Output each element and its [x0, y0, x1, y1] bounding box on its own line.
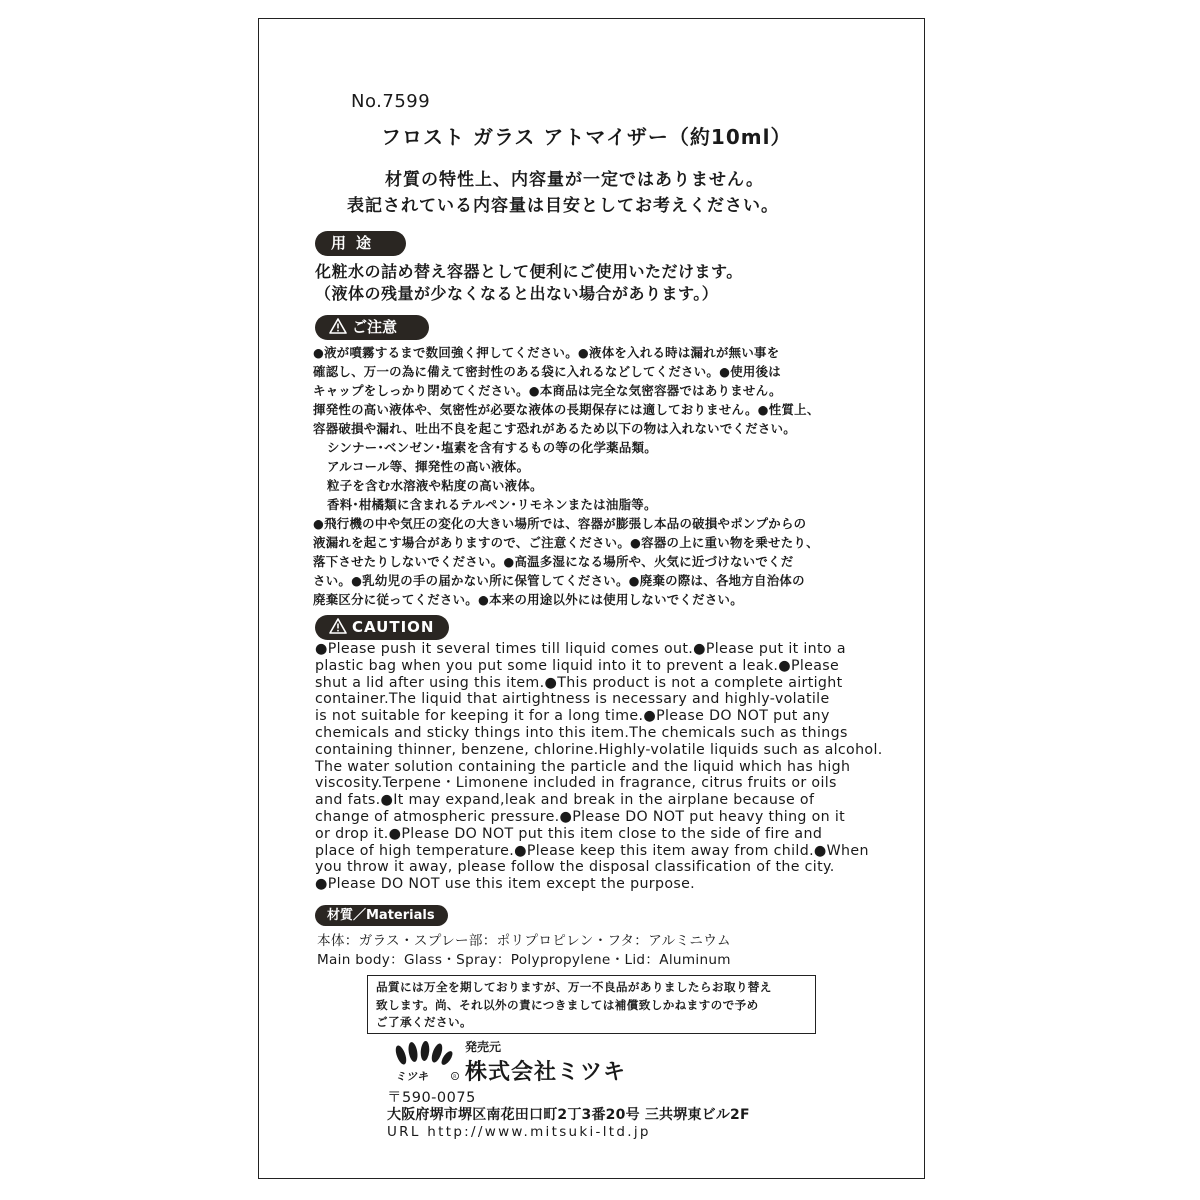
caution-jp-line: さい。●乳幼児の手の届かない所に保管してください。●廃棄の際は、各地方自治体の — [313, 573, 805, 588]
caution-jp-list-item: シンナー･ベンゼン･塩素を含有するもの等の化学薬品類。 — [327, 440, 657, 455]
product-title: フロスト ガラス アトマイザー（約10ml） — [381, 125, 792, 149]
caution-jp-heading — [315, 315, 429, 340]
caution-jp-text — [313, 343, 883, 609]
caution-en-line: is not suitable for keeping it for a long time.●Please DO NOT put any — [315, 708, 830, 725]
usage-line-1: 化粧水の詰め替え容器として便利にご使用いただけます。 — [315, 262, 743, 281]
product-label-card — [258, 18, 925, 1179]
caution-en-line: plastic bag when you put some liquid into it to prevent a leak.●Please — [315, 657, 840, 674]
caution-en-line: you throw it away, please follow the disposal classification of the city. — [315, 859, 835, 876]
caution-jp-line: ●液が噴霧するまで数回強く押してください。●液体を入れる時は漏れが無い事を — [313, 345, 780, 360]
quality-notice-line: 品質には万全を期しておりますが、万一不良品がありましたらお取り替え — [376, 980, 772, 994]
usage-line-2: （液体の残量が少なくなると出ない場合があります。） — [315, 284, 719, 303]
seller-label: 発売元 — [465, 1040, 502, 1054]
caution-en-text — [315, 641, 881, 893]
materials-en: Main body：Glass・Spray：Polypropylene・Lid：Aluminum — [317, 952, 731, 968]
materials-jp: 本体：ガラス・スプレー部：ポリプロピレン・フタ：アルミニウム — [317, 933, 731, 949]
logo-text: ミツキ — [395, 1070, 428, 1083]
caution-jp-line: 落下させたりしないでください。●高温多湿になる場所や、火気に近づけないでくだ — [313, 554, 794, 569]
caution-jp-list-item: 粒子を含む水溶液や粘度の高い液体。 — [327, 478, 543, 493]
caution-jp-line: ●飛行機の中や気圧の変化の大きい場所では、容器が膨張し本品の破損やポンプからの — [313, 516, 807, 531]
caution-en-line: container.The liquid that airtightness is necessary and highly-volatile — [315, 691, 830, 708]
caution-jp-list-item: アルコール等、揮発性の高い液体。 — [327, 459, 530, 474]
caution-en-line: chemicals and sticky things into this item.The chemicals such as things — [315, 724, 848, 741]
usage-heading: 用途 — [315, 231, 406, 256]
postal-code: 〒590-0075 — [387, 1090, 476, 1106]
capacity-notice-line-2: 表記されている内容量は目安としてお考えください。 — [347, 196, 779, 216]
caution-en-line: containing thinner, benzene, chlorine.Highly-volatile liquids such as alcohol. — [315, 741, 883, 758]
caution-en-line: ●Please DO NOT use this item except the purpose. — [315, 876, 696, 893]
capacity-notice-line-1: 材質の特性上、内容量が一定ではありません。 — [385, 170, 765, 190]
caution-en-line: viscosity.Terpene・Limonene included in fragrance, citrus fruits or oils — [315, 775, 837, 792]
svg-text:R: R — [453, 1075, 457, 1080]
mitsuki-logo — [389, 1041, 461, 1083]
caution-en-heading-label: CAUTION — [352, 618, 435, 636]
product-number: No.7599 — [351, 91, 431, 112]
caution-en-line: The water solution containing the particle and the liquid which has high — [315, 758, 851, 775]
caution-jp-line: 確認し、万一の為に備えて密封性のある袋に入れるなどしてください。●使用後は — [313, 364, 781, 379]
caution-jp-line: 揮発性の高い液体や、気密性が必要な液体の長期保存には適しておりません。●性質上、 — [313, 402, 820, 417]
company-name: 株式会社ミツキ — [465, 1060, 627, 1085]
address: 大阪府堺市堺区南花田口町2丁3番20号 三共堺東ビル2F — [387, 1107, 750, 1123]
quality-notice-line: 致します。尚、それ以外の責につきましては補償致しかねますので予め — [376, 997, 759, 1012]
caution-en-line: or drop it.●Please DO NOT put this item close to the side of fire and — [315, 825, 823, 842]
company-url[interactable]: URL http://www.mitsuki-ltd.jp — [387, 1124, 651, 1140]
warning-icon — [329, 618, 347, 634]
caution-jp-line: 容器破損や漏れ、吐出不良を起こす恐れがあるため以下の物は入れないでください。 — [313, 421, 796, 436]
caution-jp-line: キャップをしっかり閉めてください。●本商品は完全な気密容器ではありません。 — [313, 383, 782, 398]
caution-jp-list-item: 香料･柑橘類に含まれるテルペン･リモネンまたは油脂等。 — [327, 497, 657, 512]
caution-en-line: place of high temperature.●Please keep this item away from child.●When — [315, 842, 869, 859]
caution-jp-line: 廃棄区分に従ってください。●本来の用途以外には使用しないでください。 — [313, 592, 743, 607]
caution-en-line: shut a lid after using this item.●This product is not a complete airtight — [315, 674, 843, 691]
caution-en-line: change of atmospheric pressure.●Please DO NOT put heavy thing on it — [315, 808, 846, 825]
caution-jp-heading-label: ご注意 — [352, 318, 398, 336]
caution-en-heading — [315, 615, 449, 640]
warning-icon — [329, 318, 347, 334]
caution-en-line: ●Please push it several times till liquid comes out.●Please put it into a — [315, 641, 846, 657]
quality-notice-line: ご了承ください。 — [376, 1015, 472, 1029]
materials-heading: 材質／Materials — [315, 905, 448, 926]
quality-notice-box — [367, 975, 816, 1034]
caution-en-line: and fats.●It may expand,leak and break in the airplane because of — [315, 792, 815, 809]
caution-jp-line: 液漏れを起こす場合がありますので、ご注意ください。●容器の上に重い物を乗せたり、 — [313, 535, 819, 550]
